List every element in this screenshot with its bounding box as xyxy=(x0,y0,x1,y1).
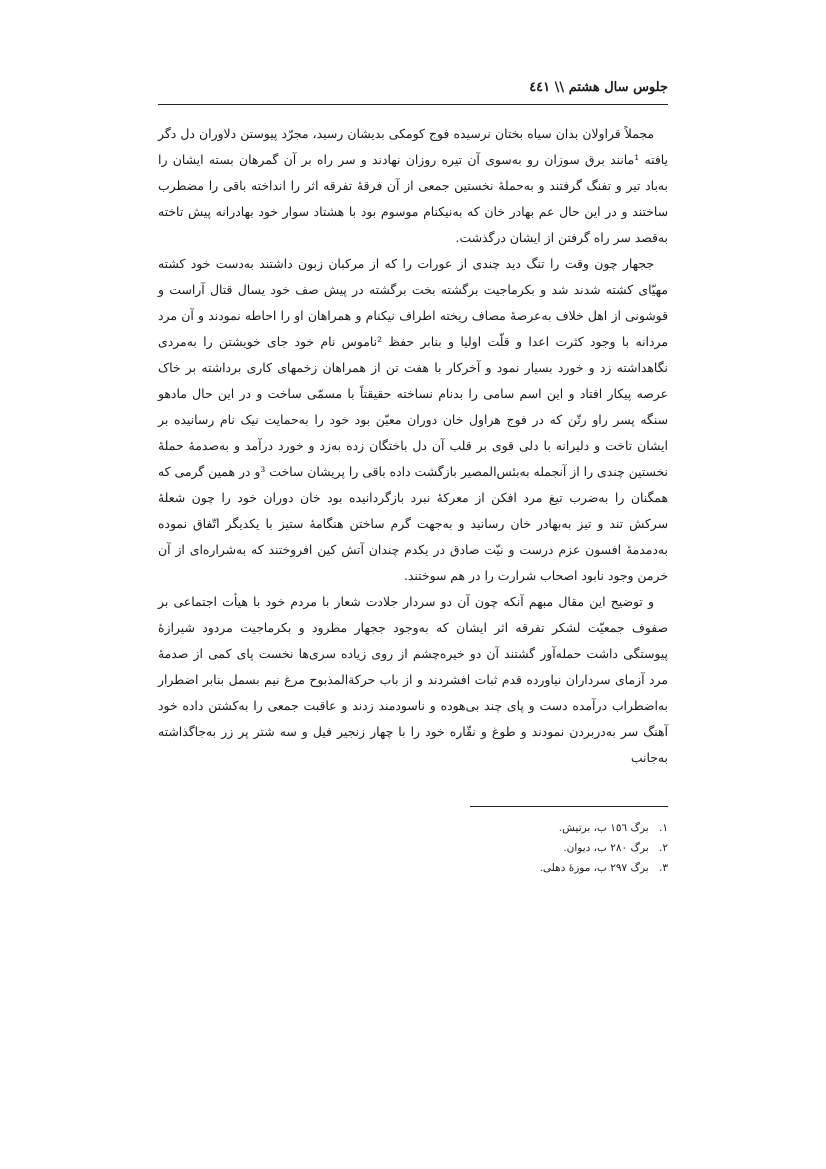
footnote-text: برگ ٢٨٠ ب، دیوان. xyxy=(563,842,649,854)
running-header: جلوس سال هشتم \\ ٤٤١ xyxy=(529,80,668,95)
footnotes xyxy=(348,818,668,878)
footnote-text: برگ ٢٩٧ ب، موزهٔ دهلی. xyxy=(539,862,649,874)
body-text xyxy=(158,121,668,771)
footnote-number: ١. xyxy=(659,822,668,834)
footnote-text: برگ ١٥٦ ب، برتیش. xyxy=(558,822,649,834)
footnote-divider xyxy=(470,806,668,807)
paragraph-3: و توضیح این مقال مبهم آنکه چون آن دو سردار جلادت شعار با مردم خود با هیأت اجتماعی بر صفوف جمعیّت لشکر تفرقه اثر ایشان که به‌وجود ججهار مطرود و بکرماجیت مردود شیرازهٔ پیوستگی داشت حمله‌آور گشتند آن دو خیره‌چشم از روی زیاده سری‌ها نخست پای کمی از صدمهٔ مرد آزمای سرداران نیاورده قدم ثبات افشردند و از باب حرکةالمذبوح مرغ نیم بسمل بنابر اضطرار به‌اضطراب درآمده دست و پای چند بی‌هوده و ناسودمند زدند و عاقبت جمعی را به‌کشتن داده خود آهنگ سر به‌دربردن نمودند و طوغ و نقّاره خود را با چهار زنجیر فیل و سه شتر پر زر به‌جاگذاشته به‌جانب xyxy=(158,594,668,765)
footnote-1 xyxy=(348,818,668,838)
footnote-3 xyxy=(348,858,668,878)
footnote-number: ٣. xyxy=(659,862,668,874)
footnote-number: ٢. xyxy=(659,842,668,854)
paragraph-1: مجملاً قراولان بدان سیاه بختان نرسیده فوج کومکی بدیشان رسید، مجرّد پیوستن دلاوران دل دگر یافته ¹مانند برق سوزان رو به‌سوی آن تیره روزان نهادند و سر راه بر آن گمرهان بسته ایشان را به‌باد تیر و تفنگ گرفتند و به‌حملهٔ نخستین جمعی از آن فرقهٔ تفرقه اثر را انداخته باقی را مضطرب ساختند و در این حال عم بهادر خان که به‌نیکنام موسوم بود با هشتاد سوار خود بهادرانه پیش تاخته به‌قصد سر راه گرفتن از ایشان درگذشت. xyxy=(158,126,668,245)
paragraph-2: ججهار چون وقت را تنگ دید چندی از عورات را که از مرکبان زبون داشتند به‌دست خود کشته مهیّای کشته شدند شد و بکرماجیت برگشته بخت برگشته در پیش صف خود یسال قتال آراست و قوشونی از اهل خلاف به‌عرصهٔ مصاف ریخته اطراف نیکنام و همراهان او را احاطه نمودند و آن مرد مردانه با وجود کثرت اعدا و قلّت اولیا و بنابر حفظ ²ناموس نام خود جای خویشتن را به‌مردی نگاهداشته زد و خورد بسیار نمود و آخرکار با هفت تن از همراهان زخمهای کاری برداشته بر خاک عرصه پیکار افتاد و این اسم سامی را بدنام نساخته حقیقتاً با مسمّی ساخت و در این حال مادهو سنگه پسر راو رتّن که در فوج هراول خان دوران معیّن بود خود را به‌حمایت نیک نام رسانیده بر ایشان تاخت و دلیرانه با دلی قوی بر قلب آن دل باختگان زده به‌زد و خورد درآمد و به‌صدمهٔ حملهٔ نخستین چندی را از آنجمله به‌بئس‌المصیر بازگشت داده باقی را پریشان ساخت ³و در همین گرمی که همگنان را به‌ضرب تیغ مرد افکن از معرکهٔ نبرد بازگردانیده بود خان دوران خود را چون شعلهٔ سرکش تند و تیز به‌بهادر خان رسانید و به‌جهت گرم ساختن هنگامهٔ ستیز با یکدیگر اتّفاق نموده به‌دمدمهٔ افسون عزم درست و نیّت صادق در یکدم چندان آتش کین افروختند که به‌شراره‌ای از آن خرمن وجود نابود اصحاب شرارت را در هم سوختند. xyxy=(158,256,668,583)
header-divider xyxy=(158,104,668,105)
footnote-2 xyxy=(348,838,668,858)
